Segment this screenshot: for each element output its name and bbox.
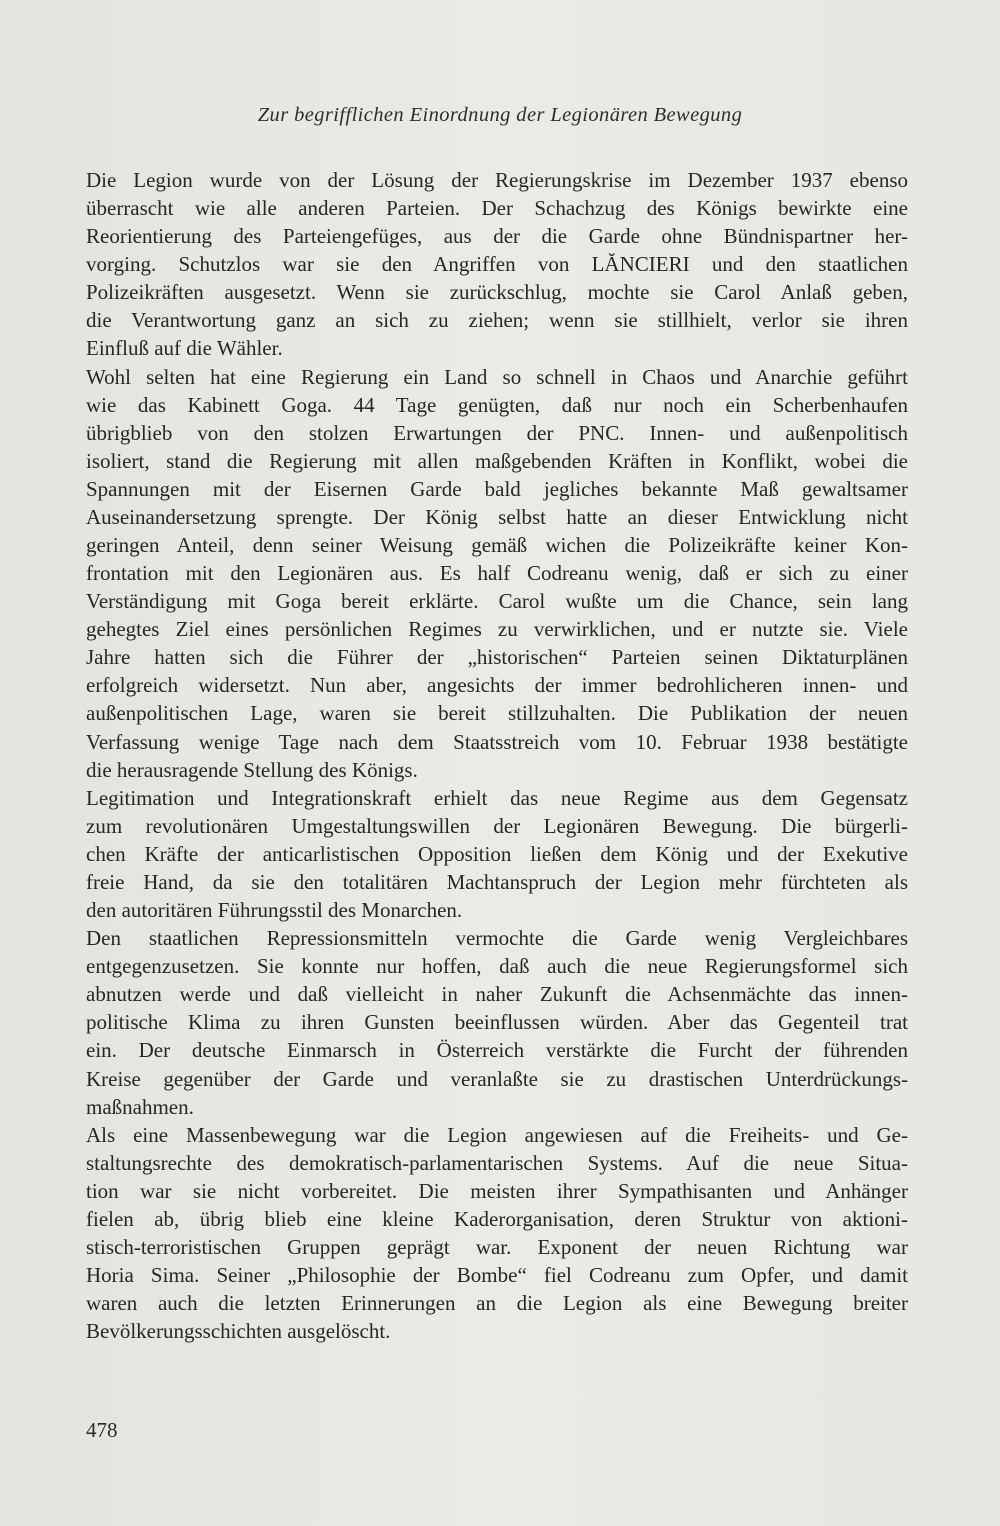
page-number: 478 xyxy=(86,1418,118,1442)
text-line: Als eine Massenbewegung war die Legion angewiesen auf die Freiheits- und Ge- xyxy=(86,1122,908,1147)
text-line: den autoritären Führungsstil des Monarchen. xyxy=(86,898,463,923)
text-line: zum revolutionären Umgestaltungswillen der Legionären Bewegung. Die bürgerli- xyxy=(86,813,908,838)
paragraph xyxy=(86,924,908,1121)
text-line: Die Legion wurde von der Lösung der Regierungskrise im Dezember 1937 ebenso xyxy=(86,168,908,192)
text-line: tion war sie nicht vorbereitet. Die meisten ihrer Sympathisanten und Anhänger xyxy=(86,1178,908,1203)
text-line: Auseinandersetzung sprengte. Der König selbst hatte an dieser Entwicklung nicht xyxy=(86,504,908,529)
text-line: geringen Anteil, denn seiner Weisung gemäß wichen die Polizeikräfte keiner Kon- xyxy=(86,533,908,558)
body-text xyxy=(86,166,908,1345)
text-line: Wohl selten hat eine Regierung ein Land so schnell in Chaos und Anarchie geführt xyxy=(86,364,908,389)
text-line: maßnahmen. xyxy=(86,1094,194,1119)
text-line: Den staatlichen Repressionsmitteln vermochte die Garde wenig Vergleichbares xyxy=(86,926,908,951)
paragraph xyxy=(86,166,908,363)
text-line: Polizeikräften ausgesetzt. Wenn sie zurückschlug, mochte sie Carol Anlaß geben, xyxy=(86,280,908,305)
text-line: abnutzen werde und daß vielleicht in naher Zukunft die Achsenmächte das innen- xyxy=(86,982,908,1007)
text-line: wie das Kabinett Goga. 44 Tage genügten, daß nur noch ein Scherbenhaufen xyxy=(86,392,908,417)
paragraph xyxy=(86,1121,908,1346)
text-line: Verständigung mit Goga bereit erklärte. Carol wußte um die Chance, sein lang xyxy=(86,589,908,614)
text-line: chen Kräfte der anticarlistischen Opposition ließen dem König und der Exekutive xyxy=(86,841,908,866)
text-line: gehegtes Ziel eines persönlichen Regimes zu verwirklichen, und er nutzte sie. Viele xyxy=(86,617,908,642)
text-line: die Verantwortung ganz an sich zu ziehen; wenn sie stillhielt, verlor sie ihren xyxy=(86,308,908,333)
text-line: fielen ab, übrig blieb eine kleine Kaderorganisation, deren Struktur von aktioni- xyxy=(86,1206,908,1231)
text-line: entgegenzusetzen. Sie konnte nur hoffen, daß auch die neue Regierungsformel sich xyxy=(86,954,908,979)
text-line: überrascht wie alle anderen Parteien. Der Schachzug des Königs bewirkte eine xyxy=(86,196,908,221)
text-line: Verfassung wenige Tage nach dem Staatsstreich vom 10. Februar 1938 bestätigte xyxy=(86,729,908,754)
text-line: die herausragende Stellung des Königs. xyxy=(86,757,418,782)
text-line: Einfluß auf die Wähler. xyxy=(86,336,283,361)
text-line: waren auch die letzten Erinnerungen an die Legion als eine Bewegung breiter xyxy=(86,1291,908,1316)
text-line: Legitimation und Integrationskraft erhielt das neue Regime aus dem Gegensatz xyxy=(86,785,908,810)
text-line: isoliert, stand die Regierung mit allen maßgebenden Kräften in Konflikt, wobei die xyxy=(86,448,908,473)
text-line: Jahre hatten sich die Führer der „historischen“ Parteien seinen Diktaturplänen xyxy=(86,645,908,670)
text-line: ein. Der deutsche Einmarsch in Österreich verstärkte die Furcht der führenden xyxy=(86,1038,908,1063)
text-line: stisch-terroristischen Gruppen geprägt war. Exponent der neuen Richtung war xyxy=(86,1234,908,1259)
text-line: staltungsrechte des demokratisch-parlamentarischen Systems. Auf die neue Situa- xyxy=(86,1150,908,1175)
text-line: erfolgreich widersetzt. Nun aber, angesichts der immer bedrohlicheren innen- und xyxy=(86,673,908,698)
text-line: übrigblieb von den stolzen Erwartungen der PNC. Innen- und außenpolitisch xyxy=(86,420,908,445)
text-line: Reorientierung des Parteiengefüges, aus der die Garde ohne Bündnispartner her- xyxy=(86,224,908,249)
text-line: politische Klima zu ihren Gunsten beeinflussen würden. Aber das Gegenteil trat xyxy=(86,1010,908,1035)
text-line: vorging. Schutzlos war sie den Angriffen von LĂNCIERI und den staatlichen xyxy=(86,252,908,277)
paragraph xyxy=(86,784,908,924)
running-head: Zur begrifflichen Einordnung der Legionären Bewegung xyxy=(257,104,743,126)
text-line: frontation mit den Legionären aus. Es half Codreanu wenig, daß er sich zu einer xyxy=(86,561,908,586)
text-line: Horia Sima. Seiner „Philosophie der Bombe“ fiel Codreanu zum Opfer, und damit xyxy=(86,1263,908,1288)
text-line: Kreise gegenüber der Garde und veranlaßte sie zu drastischen Unterdrückungs- xyxy=(86,1066,908,1091)
text-line: freie Hand, da sie den totalitären Machtanspruch der Legion mehr fürchteten als xyxy=(86,869,908,894)
text-line: außenpolitischen Lage, waren sie bereit stillzuhalten. Die Publikation der neuen xyxy=(86,701,908,726)
text-line: Spannungen mit der Eisernen Garde bald jegliches bekannte Maß gewaltsamer xyxy=(86,476,908,501)
text-line: Bevölkerungsschichten ausgelöscht. xyxy=(86,1319,391,1344)
paragraph xyxy=(86,363,908,784)
